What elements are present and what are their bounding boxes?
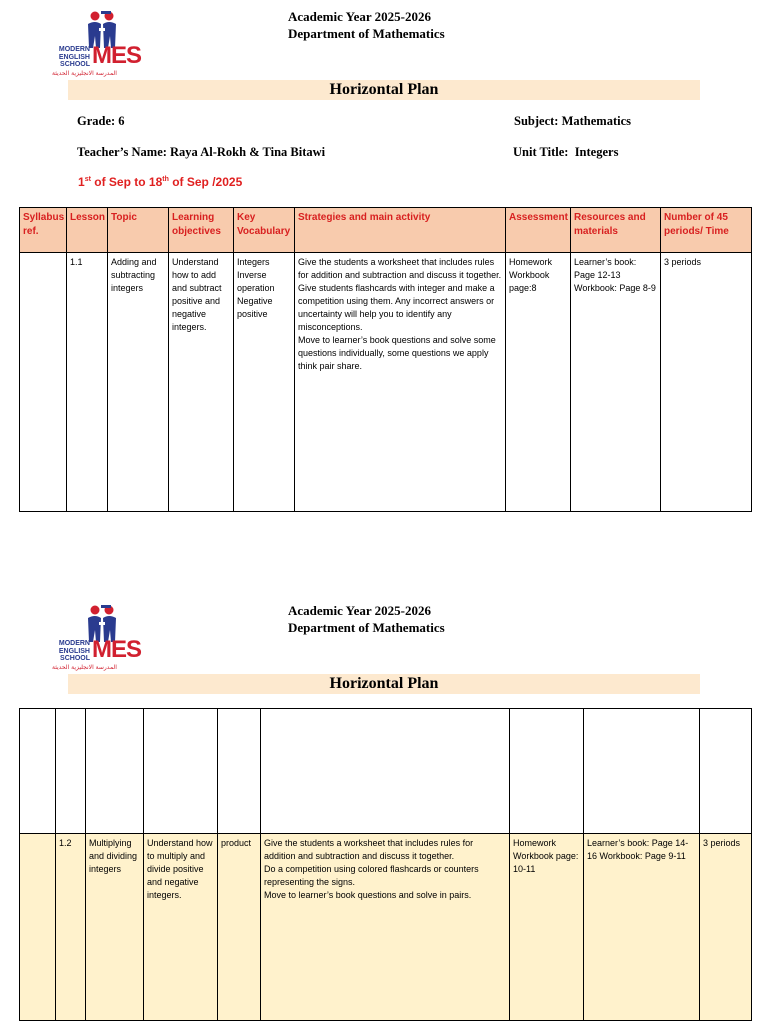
subject-field: Subject: Mathematics <box>514 114 631 128</box>
cell-topic: Adding and subtracting integers <box>108 253 169 512</box>
cell-strategies: Give the students a worksheet that includes rules for addition and subtraction and discuss it together. Do a competition using colored flashcards or counters representing the signs. Move to learner’s book questions and solve in pairs. <box>261 834 510 1021</box>
logo-school-name: MODERN ENGLISH SCHOOL <box>58 46 90 68</box>
cell-lesson: 1.2 <box>56 834 86 1021</box>
header-objectives: Learning objectives <box>169 208 234 253</box>
academic-year: Academic Year 2025-2026 <box>288 9 431 24</box>
grade-field: Grade: 6 <box>77 114 125 128</box>
page-title: Horizontal Plan <box>68 80 700 100</box>
plan-table-1 <box>19 207 752 512</box>
table-spacer-row <box>20 709 752 834</box>
logo-mes-text: MES <box>92 636 142 663</box>
spacer-cell <box>218 709 261 834</box>
spacer-cell <box>144 709 218 834</box>
cell-objectives: Understand how to multiply and divide positive and negative integers. <box>144 834 218 1021</box>
cell-resources: Learner’s book: Page 12-13 Workbook: Page 8-9 <box>571 253 661 512</box>
logo-arabic-text: المدرسة الانجليزية الحديثة <box>52 664 117 671</box>
cell-time: 3 periods <box>700 834 752 1021</box>
header-topic: Topic <box>108 208 169 253</box>
table-cut-edge <box>19 512 752 514</box>
school-logo <box>52 604 142 674</box>
cell-time: 3 periods <box>661 253 752 512</box>
spacer-cell <box>56 709 86 834</box>
unit-field: Unit Title: Integers <box>513 145 619 159</box>
table-header-row <box>20 208 752 253</box>
page-title: Horizontal Plan <box>68 674 700 694</box>
header-time: Number of 45 periods/ Time <box>661 208 752 253</box>
table-row <box>20 834 752 1021</box>
spacer-cell <box>584 709 700 834</box>
header-lesson: Lesson <box>67 208 108 253</box>
cell-vocabulary: Integers Inverse operation Negative positive <box>234 253 295 512</box>
cell-objectives: Understand how to add and subtract positive and negative integers. <box>169 253 234 512</box>
cell-syllabus <box>20 253 67 512</box>
cell-topic: Multiplying and dividing integers <box>86 834 144 1021</box>
spacer-cell <box>700 709 752 834</box>
spacer-cell <box>510 709 584 834</box>
teacher-field: Teacher’s Name: Raya Al-Rokh & Tina Bitawi <box>77 145 326 159</box>
logo-school-name: MODERN ENGLISH SCHOOL <box>58 640 90 662</box>
header-assessment: Assessment <box>506 208 571 253</box>
header-vocabulary: Key Vocabulary <box>234 208 295 253</box>
logo-arabic-text: المدرسة الانجليزية الحديثة <box>52 70 117 77</box>
school-logo <box>52 10 142 80</box>
logo-mes-text: MES <box>92 42 142 69</box>
spacer-cell <box>20 709 56 834</box>
plan-table-2 <box>19 708 752 1021</box>
header-resources: Resources and materials <box>571 208 661 253</box>
header-strategies: Strategies and main activity <box>295 208 506 253</box>
spacer-cell <box>261 709 510 834</box>
cell-vocabulary: product <box>218 834 261 1021</box>
department: Department of Mathematics <box>288 26 445 41</box>
spacer-cell <box>86 709 144 834</box>
cell-syllabus <box>20 834 56 1021</box>
cell-resources: Learner’s book: Page 14-16 Workbook: Page 9-11 <box>584 834 700 1021</box>
date-range: 1st of Sep to 18th of Sep /2025 <box>78 175 243 189</box>
cell-strategies: Give the students a worksheet that includes rules for addition and subtraction and discuss it together. Give students flashcards with integer and make a competition using them. Any incorrect answers or uncertainty will help you to identify any misconceptions. Move to learner’s book questions and solve some questions individually, some questions we apply think pair share. <box>295 253 506 512</box>
header-syllabus: Syllabus ref. <box>20 208 67 253</box>
department: Department of Mathematics <box>288 620 445 635</box>
cell-assessment: Homework Workbook page:8 <box>506 253 571 512</box>
table-row <box>20 253 752 512</box>
cell-lesson: 1.1 <box>67 253 108 512</box>
cell-assessment: Homework Workbook page: 10-11 <box>510 834 584 1021</box>
academic-year: Academic Year 2025-2026 <box>288 603 431 618</box>
